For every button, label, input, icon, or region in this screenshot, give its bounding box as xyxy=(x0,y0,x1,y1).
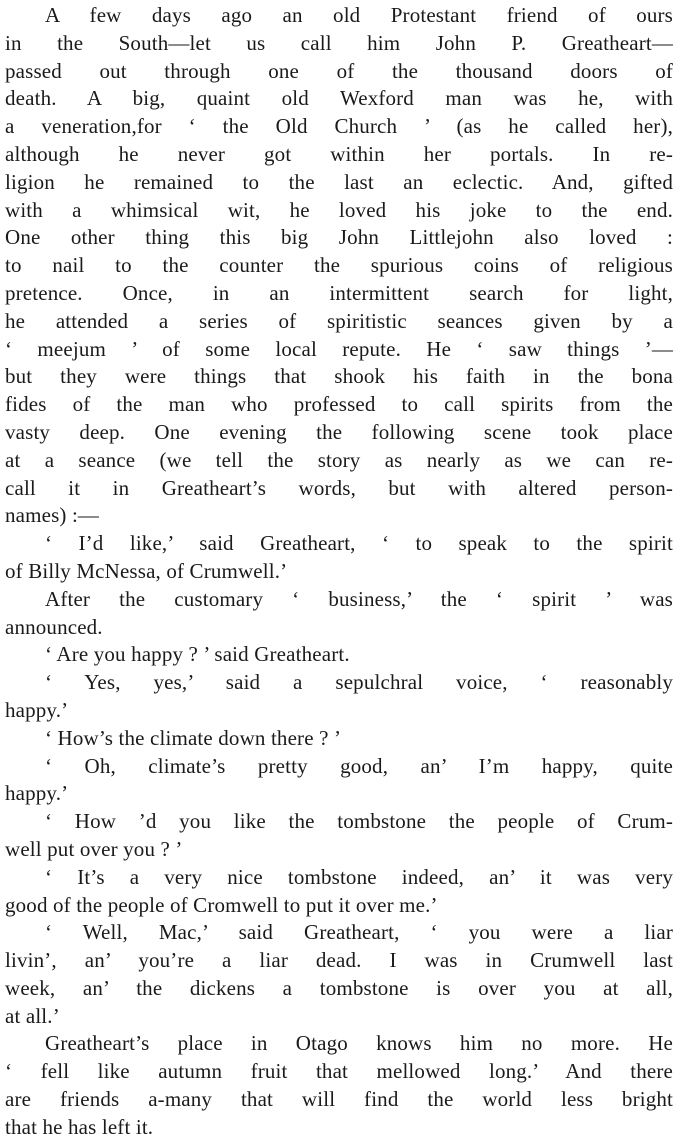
text-line: pretence. Once, in an intermittent search for light, xyxy=(5,280,673,305)
text-line: announced. xyxy=(5,614,103,639)
text-line: ‘ I’d like,’ said Greatheart, ‘ to speak to the spirit xyxy=(45,531,673,556)
text-line: ‘ Are you happy ? ’ said Greatheart. xyxy=(45,642,350,667)
text-line: with a whimsical wit, he loved his joke to the end. xyxy=(5,197,673,222)
text-line: livin’, an’ you’re a liar dead. I was in Crumwell last xyxy=(5,948,673,973)
text-line: A few days ago an old Protestant friend of ours xyxy=(45,3,673,27)
text-line: ligion he remained to the last an eclectic. And, gifted xyxy=(5,169,673,194)
text-line: ‘ meejum ’ of some local repute. He ‘ saw things ’— xyxy=(5,336,673,361)
text-line: week, an’ the dickens a tombstone is over you at all, xyxy=(5,975,673,1000)
text-line: One other thing this big John Littlejohn also loved : xyxy=(5,225,673,250)
text-line: although he never got within her portals. In re- xyxy=(5,141,673,166)
text-line: call it in Greatheart’s words, but with altered person- xyxy=(5,475,673,500)
text-line: After the customary ‘ business,’ the ‘ spirit ’ was xyxy=(45,586,673,611)
paragraph xyxy=(5,1030,673,1141)
text-line: ‘ Well, Mac,’ said Greatheart, ‘ you were a liar xyxy=(45,920,673,945)
text-line: good of the people of Cromwell to put it over me.’ xyxy=(5,892,438,917)
text-line: ‘ It’s a very nice tombstone indeed, an’ it was very xyxy=(45,864,673,889)
text-line: but they were things that shook his faith in the bona xyxy=(5,364,673,389)
text-line: ‘ Yes, yes,’ said a sepulchral voice, ‘ reasonably xyxy=(45,670,673,695)
text-line: well put over you ? ’ xyxy=(5,836,183,861)
text-line: death. A big, quaint old Wexford man was he, with xyxy=(5,86,673,111)
text-line: ‘ How ’d you like the tombstone the people of Crum- xyxy=(45,809,673,834)
text-line: a veneration,for ‘ the Old Church ’ (as he called her), xyxy=(5,114,673,139)
text-line: to nail to the counter the spurious coins of religious xyxy=(5,253,673,278)
text-line: that he has left it. xyxy=(5,1114,154,1139)
text-line: names) :— xyxy=(5,503,100,528)
text-line: at a seance (we tell the story as nearly as we can re- xyxy=(5,447,673,472)
paragraph xyxy=(5,641,673,669)
text-line: are friends a-many that will find the world less bright xyxy=(5,1087,673,1112)
text-line: vasty deep. One evening the following scene took place xyxy=(5,419,673,444)
paragraph xyxy=(5,669,673,725)
text-line: in the South—let us call him John P. Greatheart— xyxy=(5,30,673,55)
paragraph xyxy=(5,725,673,753)
paragraph xyxy=(5,808,673,864)
text-line: passed out through one of the thousand doors of xyxy=(5,58,673,83)
text-line: Greatheart’s place in Otago knows him no more. He xyxy=(45,1031,673,1056)
text-line: fides of the man who professed to call spirits from the xyxy=(5,392,673,417)
text-line: of Billy McNessa, of Crumwell.’ xyxy=(5,558,288,583)
paragraph xyxy=(5,919,673,1030)
paragraph xyxy=(5,753,673,809)
text-line: happy.’ xyxy=(5,697,69,722)
paragraph xyxy=(5,586,673,642)
text-line: ‘ fell like autumn fruit that mellowed long.’ And there xyxy=(5,1059,673,1084)
text-line: happy.’ xyxy=(5,781,69,806)
paragraph xyxy=(5,2,673,530)
text-line: he attended a series of spiritistic seances given by a xyxy=(5,308,673,333)
paragraph xyxy=(5,864,673,920)
text-line: at all.’ xyxy=(5,1003,60,1028)
paragraph xyxy=(5,530,673,586)
article-body xyxy=(5,0,673,1142)
text-line: ‘ How’s the climate down there ? ’ xyxy=(45,725,342,750)
text-line: ‘ Oh, climate’s pretty good, an’ I’m happy, quite xyxy=(45,753,673,778)
